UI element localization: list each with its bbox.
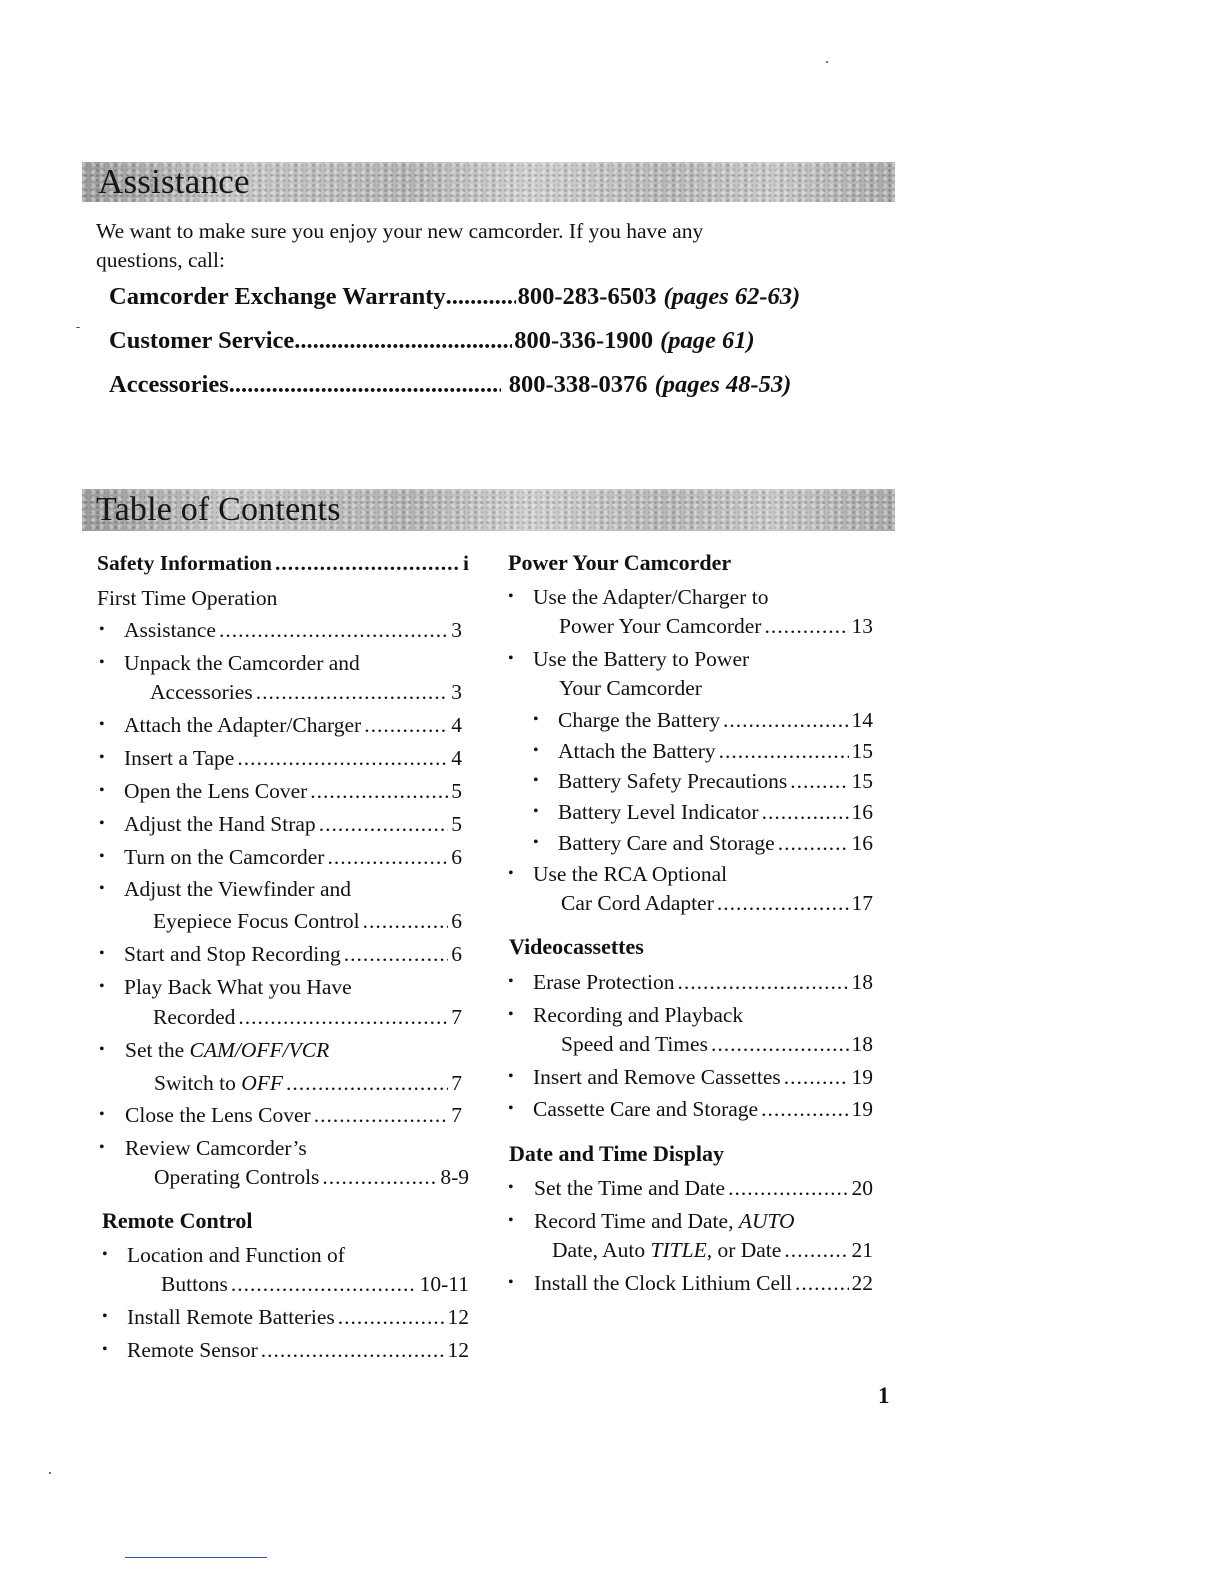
phone-number: 800-338-0376	[508, 371, 648, 398]
toc-title: Table of Contents	[96, 491, 341, 528]
bullet-icon: •	[102, 1308, 108, 1325]
bullet-icon: •	[99, 621, 105, 638]
toc-entry-line1: Location and Function of	[127, 1243, 345, 1267]
phone-number: 800-336-1900	[514, 327, 654, 354]
leader-dots	[229, 371, 501, 399]
toc-entry: Adjust the Hand Strap ..... 5	[124, 809, 462, 839]
toc-entry-line1: Unpack the Camcorder and	[124, 651, 360, 675]
assistance-banner	[82, 162, 895, 202]
bullet-icon: •	[533, 711, 539, 728]
scan-speck	[826, 61, 828, 63]
toc-entry: Close the Lens Cover ..... 7	[125, 1100, 462, 1130]
scan-speck	[76, 327, 80, 328]
toc-entry: Car Cord Adapter ..... 17	[561, 888, 873, 918]
toc-entry-line1: Recording and Playback	[533, 1003, 744, 1027]
bullet-icon: •	[99, 654, 105, 671]
bullet-icon: •	[533, 772, 539, 789]
phone-line-warranty	[109, 283, 869, 311]
toc-entry-line1: Use the Battery to Power	[533, 647, 750, 671]
toc-entry-line1: Set the CAM/OFF/VCR	[125, 1038, 330, 1062]
toc-heading-power: Power Your Camcorder	[508, 550, 732, 575]
toc-entry: Battery Safety Precautions ..... 15	[558, 766, 873, 796]
assistance-intro: We want to make sure you enjoy your new camcorder. If you have any questions, call:	[96, 219, 704, 272]
bullet-icon: •	[99, 880, 105, 897]
toc-entry: Buttons ..... 10-11	[161, 1269, 469, 1299]
phone-line-customer-service	[109, 327, 869, 355]
bullet-icon: •	[508, 1212, 514, 1229]
toc-entry: Power Your Camcorder ..... 13	[559, 611, 873, 641]
toc-entry-line2: Your Camcorder	[559, 676, 702, 700]
toc-entry: Set the Time and Date ..... 20	[534, 1173, 873, 1203]
phone-pages: (pages 48-53)	[654, 371, 792, 398]
toc-heading-date-time: Date and Time Display	[509, 1141, 724, 1166]
bullet-icon: •	[102, 1246, 108, 1263]
phone-number: 800-283-6503	[517, 283, 657, 310]
toc-entry: Battery Level Indicator ..... 16	[558, 797, 873, 827]
toc-entry: Recorded ..... 7	[153, 1002, 462, 1032]
toc-entry-line1: Adjust the Viewfinder and	[124, 877, 351, 901]
bullet-icon: •	[533, 834, 539, 851]
toc-entry-line1: Record Time and Date, AUTO	[534, 1209, 795, 1233]
phone-line-accessories	[109, 371, 869, 399]
bullet-icon: •	[508, 1006, 514, 1023]
toc-entry: Eyepiece Focus Control ..... 6	[153, 906, 462, 936]
toc-entry: Turn on the Camcorder ..... 6	[124, 842, 462, 872]
leader-dots	[446, 283, 516, 311]
toc-entry: Insert and Remove Cassettes ..... 19	[533, 1062, 873, 1092]
toc-entry: Date, Auto TITLE, or Date ..... 21	[552, 1235, 873, 1265]
toc-entry: Battery Care and Storage ..... 16	[558, 828, 873, 858]
leader-dots	[294, 327, 512, 355]
toc-entry: Remote Sensor ..... 12	[127, 1335, 469, 1365]
toc-entry: Accessories ..... 3	[150, 677, 462, 707]
toc-entry: Attach the Battery ..... 15	[558, 736, 873, 766]
bullet-icon: •	[99, 782, 105, 799]
toc-entry: Operating Controls ..... 8-9	[154, 1162, 469, 1192]
bullet-icon: •	[508, 1179, 514, 1196]
bullet-icon: •	[99, 945, 105, 962]
toc-entry-line1: Play Back What you Have	[124, 975, 352, 999]
toc-entry-line1: Use the Adapter/Charger to	[533, 585, 769, 609]
bullet-icon: •	[508, 1100, 514, 1117]
bullet-icon: •	[99, 716, 105, 733]
bullet-icon: •	[508, 1068, 514, 1085]
bullet-icon: •	[99, 1106, 105, 1123]
toc-banner	[82, 489, 895, 531]
scan-speck	[49, 1472, 51, 1474]
toc-entry: Install Remote Batteries ..... 12	[127, 1302, 469, 1332]
assistance-title: Assistance	[98, 162, 250, 201]
bullet-icon: •	[508, 973, 514, 990]
toc-entry-safety: Safety Information ..... i	[97, 548, 469, 578]
toc-subheading-first-time: First Time Operation	[97, 586, 278, 610]
toc-entry: Insert a Tape ..... 4	[124, 743, 462, 773]
toc-entry: Assistance ..... 3	[124, 615, 462, 645]
bullet-icon: •	[533, 742, 539, 759]
toc-entry-line1: Review Camcorder’s	[125, 1136, 307, 1160]
bullet-icon: •	[533, 803, 539, 820]
toc-entry: Install the Clock Lithium Cell ..... 22	[534, 1268, 873, 1298]
toc-heading-remote: Remote Control	[102, 1208, 253, 1233]
toc-entry-line1: Use the RCA Optional	[533, 862, 728, 886]
toc-entry: Erase Protection ..... 18	[533, 967, 873, 997]
bullet-icon: •	[99, 978, 105, 995]
bullet-icon: •	[99, 1041, 105, 1058]
bullet-icon: •	[99, 749, 105, 766]
toc-entry: Speed and Times ..... 18	[561, 1029, 873, 1059]
bullet-icon: •	[102, 1341, 108, 1358]
bullet-icon: •	[508, 588, 514, 605]
toc-entry: Charge the Battery ..... 14	[558, 705, 873, 735]
phone-line-name: Accessories	[109, 371, 229, 398]
toc-entry: Cassette Care and Storage ..... 19	[533, 1094, 873, 1124]
scan-underline-mark	[125, 1557, 267, 1558]
bullet-icon: •	[508, 865, 514, 882]
phone-line-name: Camcorder Exchange Warranty	[109, 283, 446, 310]
bullet-icon: •	[99, 815, 105, 832]
phone-pages: (page 61)	[660, 327, 755, 354]
toc-entry: Start and Stop Recording ..... 6	[124, 939, 462, 969]
toc-heading-videocassettes: Videocassettes	[509, 934, 644, 959]
toc-entry: Switch to OFF ..... 7	[154, 1068, 462, 1098]
phone-line-name: Customer Service	[109, 327, 295, 354]
toc-entry: Open the Lens Cover ..... 5	[124, 776, 462, 806]
page-number: 1	[878, 1383, 890, 1408]
phone-pages: (pages 62-63)	[663, 283, 801, 310]
bullet-icon: •	[99, 848, 105, 865]
bullet-icon: •	[508, 1274, 514, 1291]
bullet-icon: •	[508, 650, 514, 667]
bullet-icon: •	[99, 1139, 105, 1156]
toc-entry: Attach the Adapter/Charger ..... 4	[124, 710, 462, 740]
